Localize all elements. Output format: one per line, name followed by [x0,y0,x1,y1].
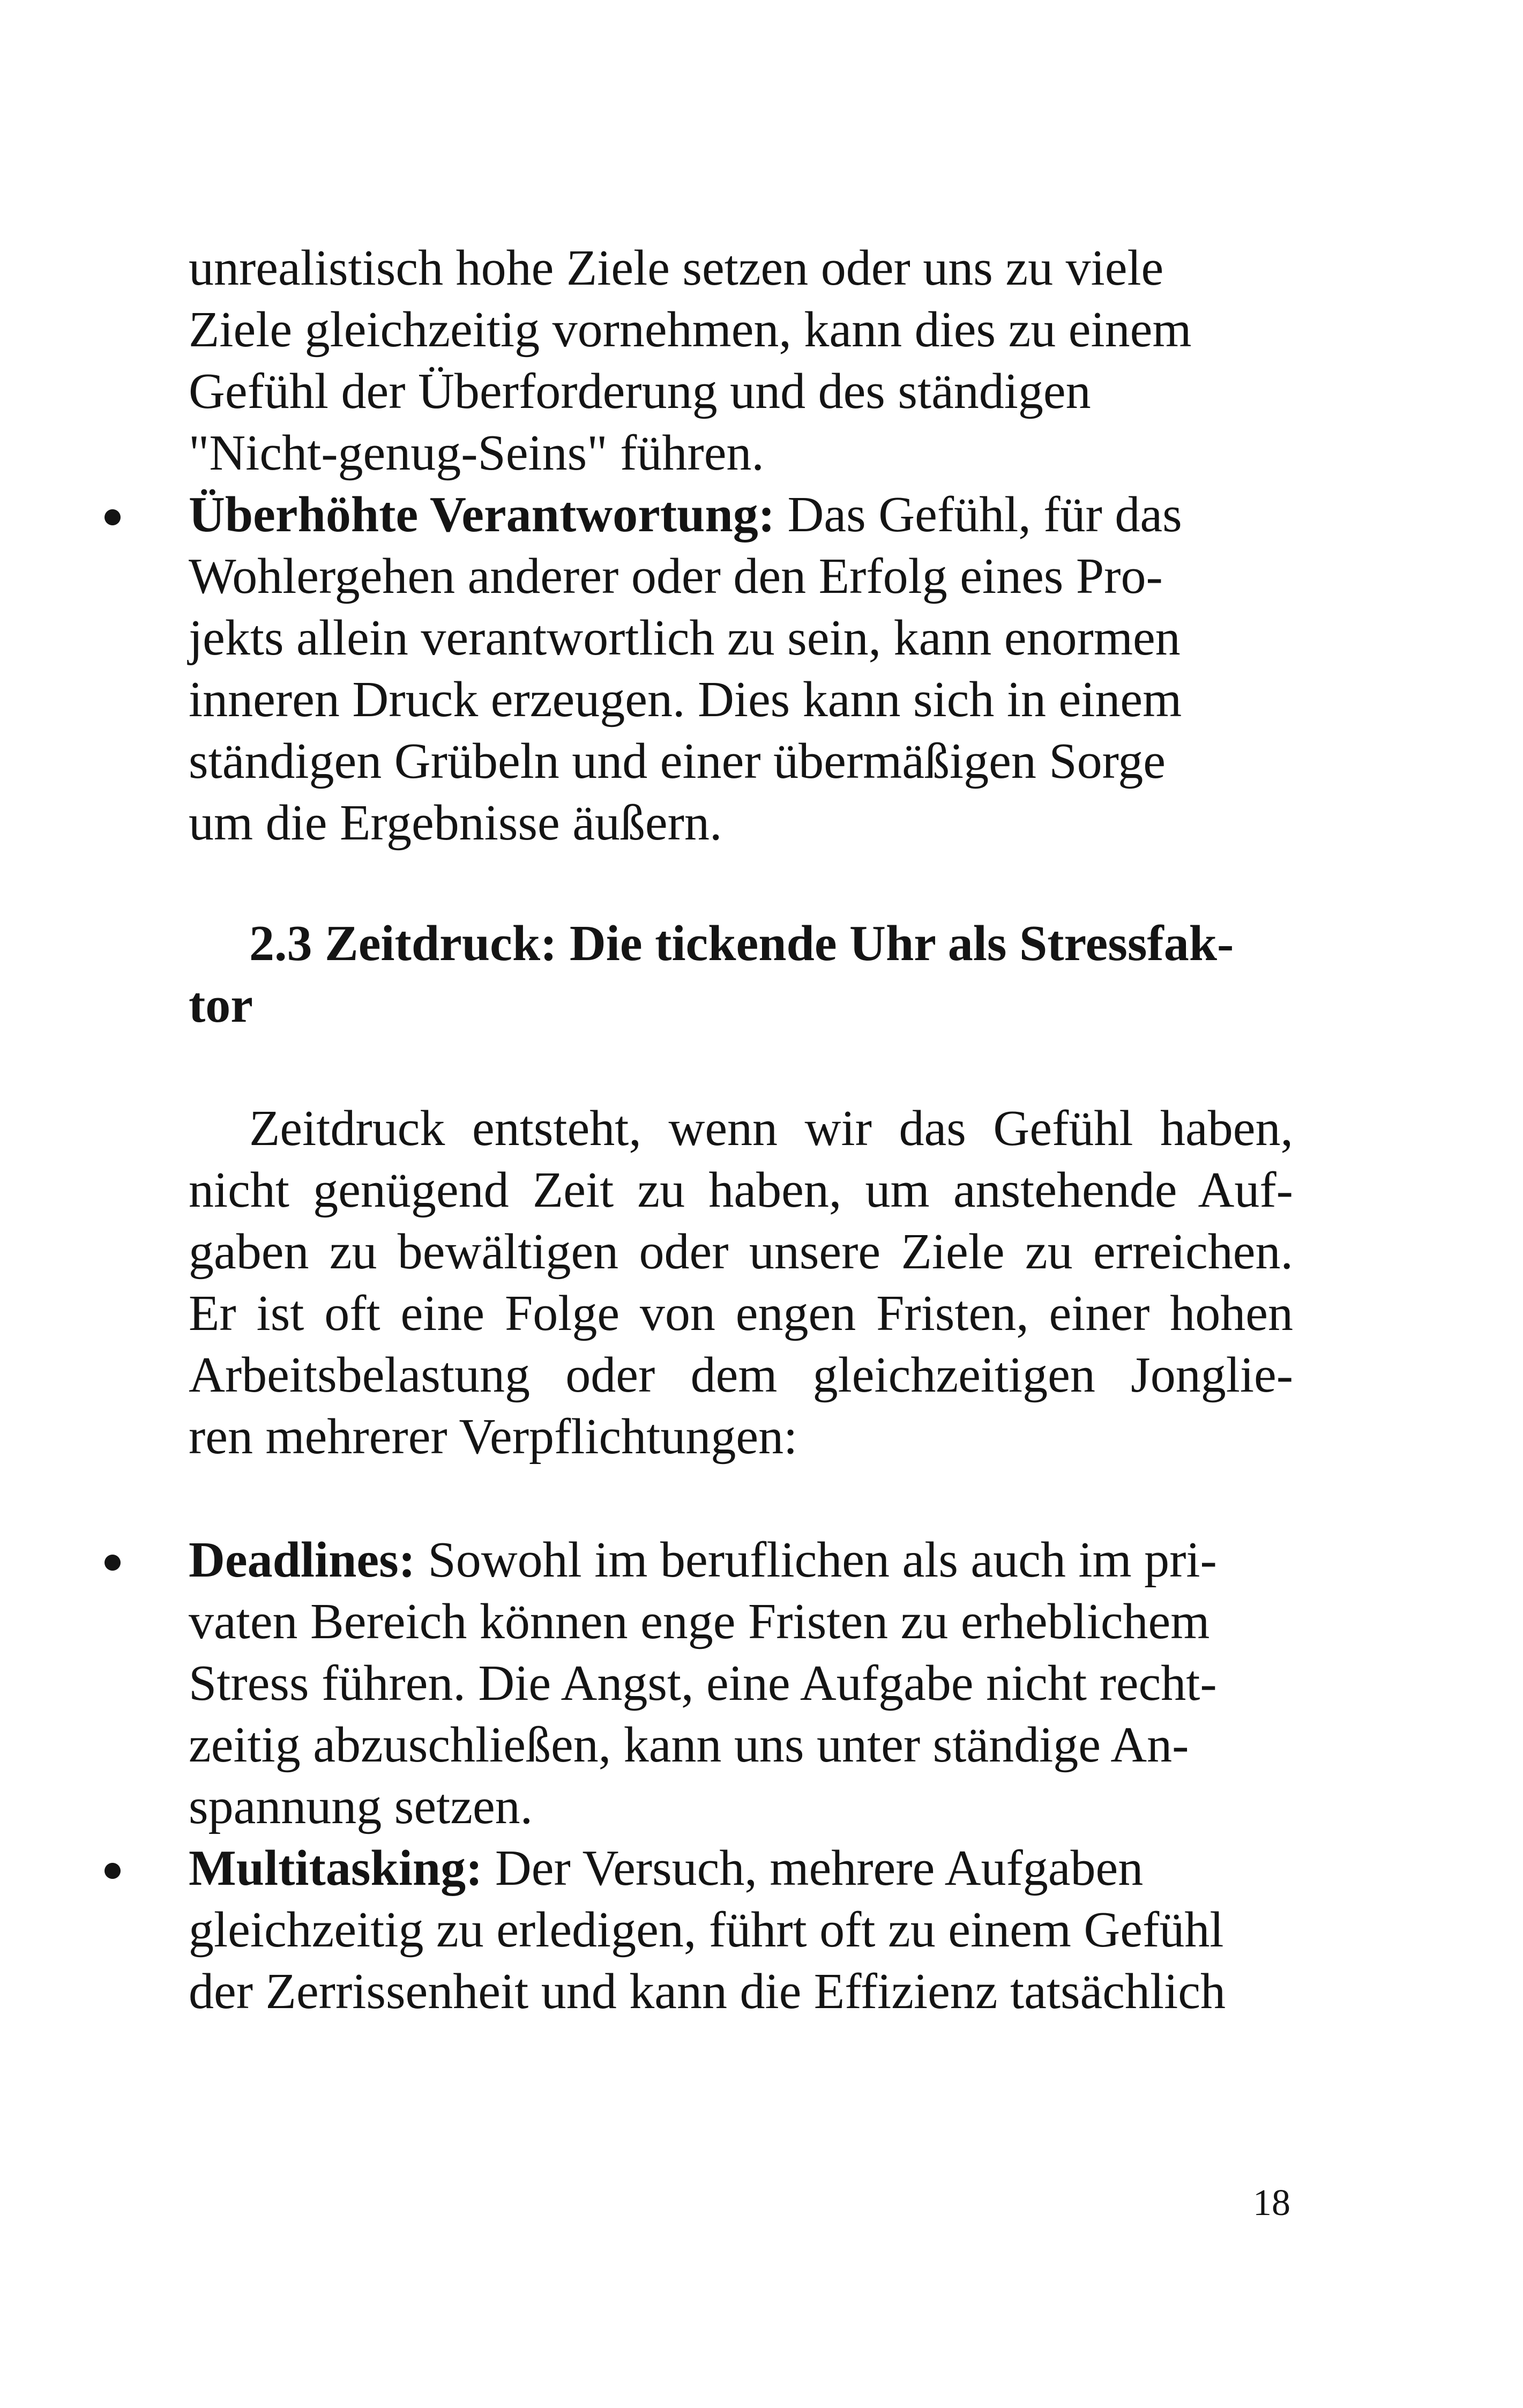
list-item-label: Multitasking: [189,1840,483,1896]
text-line: zeitig abzuschließen, kann uns unter ständige An- [189,1717,1189,1773]
text-line: Wohlergehen anderer oder den Erfolg eines Pro- [189,548,1163,604]
text-line: unrealistisch hohe Ziele setzen oder uns zu viele [189,240,1164,296]
bullet-icon [104,509,121,525]
text-line: Stress führen. Die Angst, eine Aufgabe nicht recht- [189,1655,1217,1711]
text-line: inneren Druck erzeugen. Dies kann sich in einem [189,672,1182,727]
text-line: gleichzeitig zu erledigen, führt oft zu einem Gefühl [189,1902,1224,1958]
paragraph-line: gaben zu bewältigen oder unsere Ziele zu erreichen. [189,1224,1293,1280]
paragraph-line: ren mehrerer Verpflichtungen: [189,1409,798,1465]
section-heading: 2.3 Zeitdruck: Die tickende Uhr als Stressfak- [249,916,1234,971]
list-item-label: Überhöhte Verantwortung: [189,487,775,542]
text-line: Ziele gleichzeitig vornehmen, kann dies zu einem [189,302,1192,358]
list-item-first-line [189,485,1182,544]
text-line: ständigen Grübeln und einer übermäßigen Sorge [189,733,1166,789]
page-number: 18 [1253,2182,1290,2224]
text-line: der Zerrissenheit und kann die Effizienz tatsächlich [189,1964,1226,2019]
text-line: vaten Bereich können enge Fristen zu erheblichem [189,1594,1210,1649]
list-item-first-line [189,1530,1217,1589]
bullet-icon [104,1555,121,1571]
text-span: Der Versuch, mehrere Aufgaben [482,1840,1144,1896]
text-line: Gefühl der Überforderung und des ständigen [189,363,1091,419]
paragraph-line: Zeitdruck entsteht, wenn wir das Gefühl haben, [249,1101,1293,1156]
text-line: jekts allein verantwortlich zu sein, kann enormen [189,610,1181,666]
text-span: Das Gefühl, für das [775,487,1182,542]
paragraph-line: nicht genügend Zeit zu haben, um anstehende Auf- [189,1162,1293,1218]
section-heading-continued: tor [189,977,253,1033]
text-line: spannung setzen. [189,1779,533,1834]
paragraph-line: Er ist oft eine Folge von engen Fristen, einer hohen [189,1285,1293,1341]
bullet-icon [104,1863,121,1879]
list-item-first-line [189,1839,1143,1898]
text-span: Sowohl im beruflichen als auch im pri- [415,1532,1217,1588]
text-line: "Nicht-genug-Seins" führen. [189,425,764,481]
paragraph-line: Arbeitsbelastung oder dem gleichzeitigen Jonglie- [189,1347,1293,1403]
list-item-label: Deadlines: [189,1532,415,1588]
text-line: um die Ergebnisse äußern. [189,795,722,851]
